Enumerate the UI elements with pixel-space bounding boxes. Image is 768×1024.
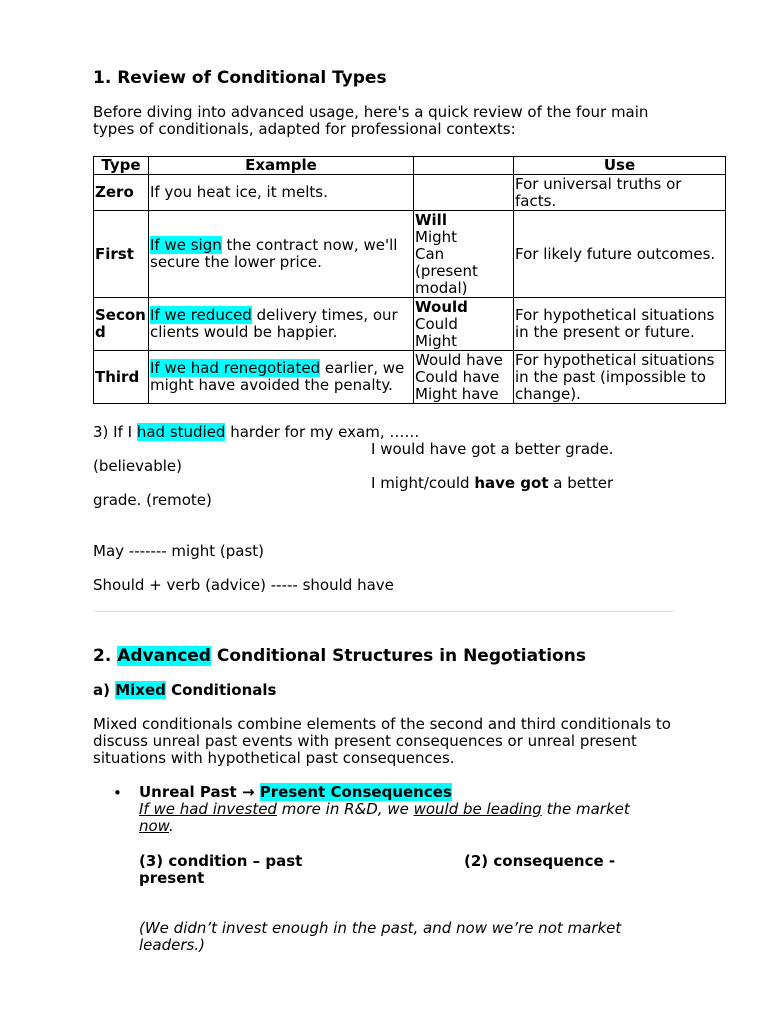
example-highlight: If we reduced [150, 306, 252, 324]
header-type: Type [94, 157, 149, 175]
use-cell: For likely future outcomes. [514, 211, 726, 298]
section-2-heading [93, 646, 586, 666]
use-cell: For hypothetical situations in the past (impossible to change). [514, 351, 726, 404]
modal-item: Might [415, 331, 458, 350]
modal-cell [414, 351, 514, 404]
modal-item: Could [415, 314, 458, 333]
note-3-remote-label: grade. (remote) [93, 491, 212, 509]
table-row [94, 298, 726, 351]
section-1-intro: Before diving into advanced usage, here's a quick review of the four main types of conditionals, adapted for professional contexts: [93, 103, 649, 138]
example-text: the contract now, we'll secure the lower price. [150, 236, 398, 271]
type-cell: Zero [94, 175, 149, 211]
consequence-present: present [139, 869, 205, 887]
example-text: the market [541, 800, 630, 818]
example-cell [149, 211, 414, 298]
example-text: more in R&D, we [276, 800, 414, 818]
table-row [94, 351, 726, 404]
bullet-title-text: Unreal Past → [139, 783, 260, 801]
example-cell [149, 175, 414, 211]
modal-cell [414, 211, 514, 298]
note-text: harder for my exam, …… [225, 423, 420, 441]
modal-cell [414, 175, 514, 211]
type-cell: First [94, 211, 149, 298]
modal-cell [414, 298, 514, 351]
example-sentence [139, 801, 669, 835]
note-text: I might/could [371, 474, 475, 492]
note-3-believable: I would have got a better grade. [371, 440, 614, 458]
modal-bold: Would [415, 297, 468, 316]
heading-highlight: Advanced [117, 646, 211, 666]
example-cell [149, 298, 414, 351]
table-row [94, 175, 726, 211]
modal-item: Would have [415, 350, 503, 369]
example-underline: now [139, 817, 169, 835]
example-highlight: If we sign [150, 236, 222, 254]
sub-highlight: Mixed [115, 681, 166, 699]
note-highlight: had studied [136, 423, 226, 441]
divider [93, 611, 675, 612]
modal-item: Might have [415, 384, 499, 403]
example-text: delivery times, our clients would be happier. [150, 306, 398, 341]
note-3-remote [371, 475, 613, 492]
bullet-title [139, 784, 452, 801]
example-text: . [169, 817, 174, 835]
sub-text: Conditionals [165, 681, 277, 699]
consequence-label: (2) consequence - [464, 852, 616, 870]
conditional-types-table [93, 156, 726, 404]
modal-item: Might [415, 227, 458, 246]
section-1-heading: 1. Review of Conditional Types [93, 68, 387, 88]
modal-bold: Will [415, 210, 447, 229]
note-bold: have got [474, 474, 549, 492]
explanation-text: (We didn’t invest enough in the past, and now we’re not market leaders.) [139, 919, 622, 954]
note-3-believable-label: (believable) [93, 457, 183, 475]
type-cell: Second [94, 298, 149, 351]
note-may: May ------- might (past) [93, 542, 265, 560]
bullet-highlight: Present Consequences [259, 783, 452, 801]
header-example: Example [149, 157, 414, 175]
heading-number: 2. [93, 646, 118, 666]
example-text: earlier, we might have avoided the penalty. [150, 359, 405, 394]
mixed-intro: Mixed conditionals combine elements of the second and third conditionals to discuss unreal past events with present consequences or unreal present situations with hypothetical past consequences. [93, 715, 671, 767]
note-should: Should + verb (advice) ----- should have [93, 576, 394, 594]
condition-label: (3) condition – past [139, 852, 303, 870]
table-header-row [94, 157, 726, 175]
modal-item: (present modal) [415, 261, 478, 297]
sub-prefix: a) [93, 681, 116, 699]
example-underline: would be leading [413, 800, 542, 818]
note-text: 3) If I [93, 423, 137, 441]
heading-text: Conditional Structures in Negotiations [210, 646, 586, 666]
modal-item: Can [415, 244, 445, 263]
type-cell: Third [94, 351, 149, 404]
subsection-heading [93, 682, 276, 699]
table-row [94, 211, 726, 298]
modal-item: Could have [415, 367, 500, 386]
note-3-line [93, 424, 419, 441]
header-use: Use [514, 157, 726, 175]
example-cell [149, 351, 414, 404]
example-highlight: If we had renegotiated [150, 359, 321, 377]
header-modal [414, 157, 514, 175]
example-text: If you heat ice, it melts. [150, 183, 328, 201]
note-text: a better [548, 474, 614, 492]
use-cell: For universal truths or facts. [514, 175, 726, 211]
example-underline: If we had invested [139, 800, 277, 818]
use-cell: For hypothetical situations in the present or future. [514, 298, 726, 351]
bullet-marker: • [113, 784, 122, 802]
